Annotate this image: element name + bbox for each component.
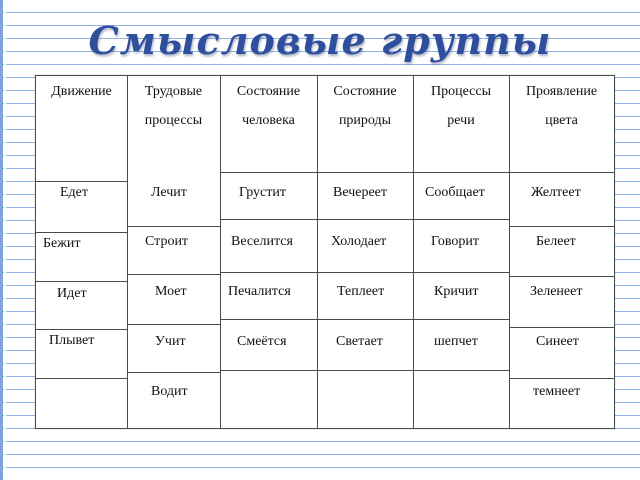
column-header-movement: Движение <box>51 84 112 99</box>
column-header-work-processes: Трудовые процессы <box>144 84 203 128</box>
table-cell: Кричит <box>434 284 479 299</box>
table-cell: Зеленеет <box>530 284 583 299</box>
row-separator <box>127 226 220 227</box>
row-separator <box>413 319 509 320</box>
row-separator <box>509 226 614 227</box>
row-separator <box>36 281 127 282</box>
table-cell: Холодает <box>331 234 387 249</box>
table-cell: Смеётся <box>237 334 287 349</box>
row-separator <box>220 272 317 273</box>
table-cell: Светает <box>336 334 383 349</box>
table-cell: Строит <box>145 234 189 249</box>
row-separator <box>220 370 317 371</box>
table-cell: Моет <box>155 284 187 299</box>
table-cell: Водит <box>151 384 188 399</box>
column-header-speech-processes: Процессы речи <box>431 84 491 128</box>
row-separator <box>220 219 317 220</box>
row-separator <box>220 172 317 173</box>
table-cell: Учит <box>155 334 186 349</box>
row-separator <box>509 378 614 379</box>
table-cell: темнеет <box>533 384 581 399</box>
table-cell: Плывет <box>49 333 95 348</box>
row-separator <box>317 219 413 220</box>
row-separator <box>127 324 220 325</box>
column-header-color-manifestation: Проявление цвета <box>525 84 598 128</box>
table-cell: Идет <box>57 286 87 301</box>
semantic-groups-table <box>35 75 615 429</box>
column-header-human-state: Состояние человека <box>236 84 301 128</box>
row-separator <box>509 276 614 277</box>
table-cell: Печалится <box>228 284 291 299</box>
row-separator <box>220 319 317 320</box>
table-cell: Веселится <box>231 234 293 249</box>
row-separator <box>36 378 127 379</box>
row-separator <box>36 181 127 182</box>
table-cell: Вечереет <box>333 185 388 200</box>
row-separator <box>413 370 509 371</box>
row-separator <box>317 272 413 273</box>
table-cell: Бежит <box>43 236 81 251</box>
row-separator <box>36 329 127 330</box>
table-cell: шепчет <box>434 334 478 349</box>
table-cell: Теплеет <box>337 284 385 299</box>
row-separator <box>127 372 220 373</box>
page-title: Смысловые группы <box>88 18 552 63</box>
row-separator <box>509 172 614 173</box>
table-cell: Грустит <box>239 185 286 200</box>
row-separator <box>317 370 413 371</box>
row-separator <box>36 232 127 233</box>
table-cell: Лечит <box>151 185 187 200</box>
row-separator <box>509 327 614 328</box>
column-header-nature-state: Состояние природы <box>333 84 397 128</box>
row-separator <box>317 172 413 173</box>
row-separator <box>413 172 509 173</box>
table-cell: Синеет <box>536 334 579 349</box>
row-separator <box>413 219 509 220</box>
table-cell: Едет <box>60 185 89 200</box>
table-cell: Сообщает <box>425 185 485 200</box>
row-separator <box>127 274 220 275</box>
table-cell: Белеет <box>536 234 576 249</box>
table-cell: Желтеет <box>531 185 581 200</box>
notebook-margin-line <box>0 0 3 480</box>
row-separator <box>413 272 509 273</box>
row-separator <box>317 319 413 320</box>
table-cell: Говорит <box>431 234 479 249</box>
